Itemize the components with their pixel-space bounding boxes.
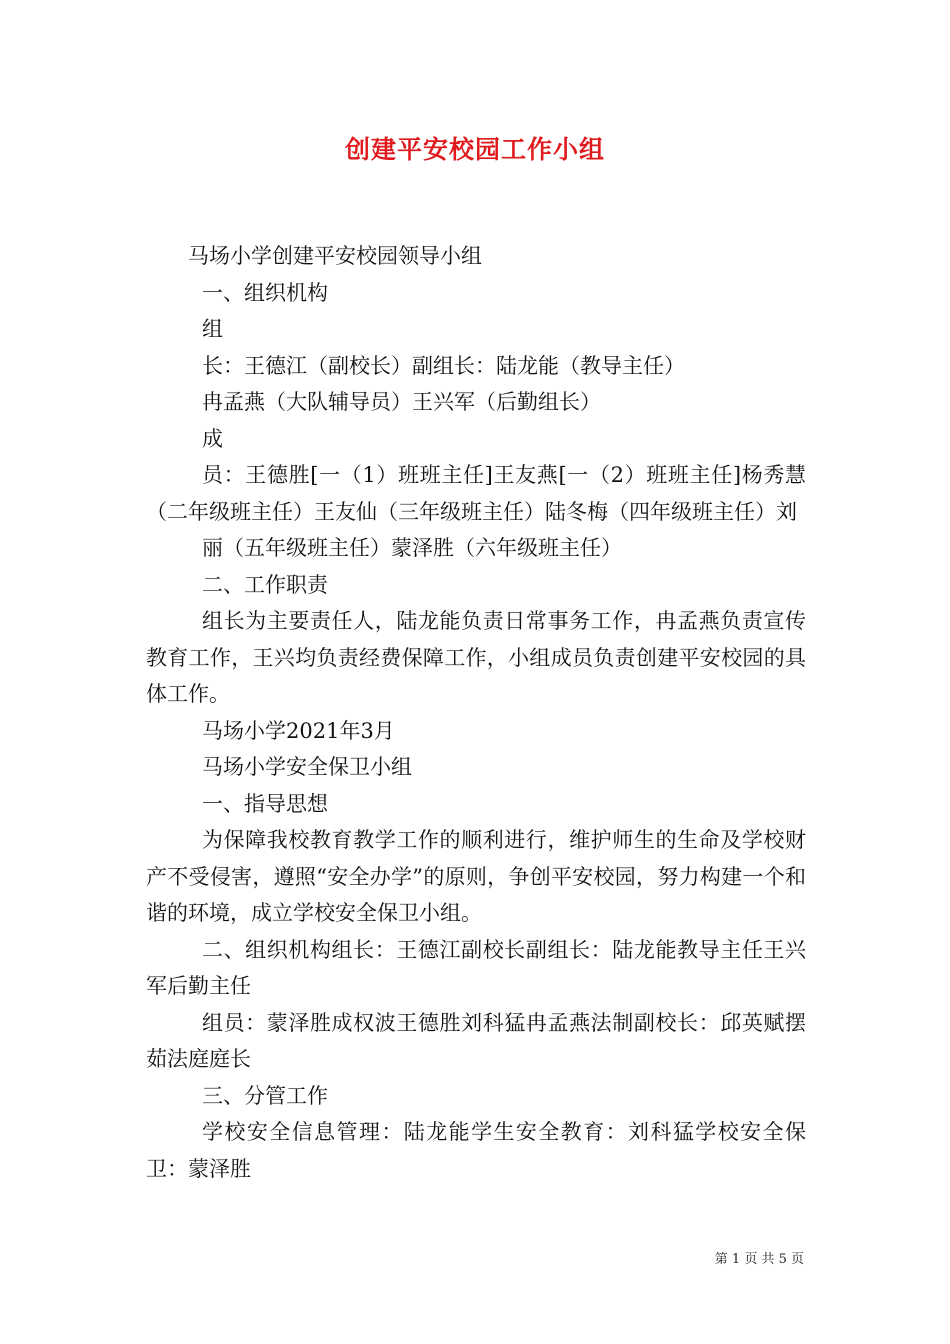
- paragraph: 组员：蒙泽胜成权波王德胜刘科猛冉孟燕法制副校长：邱英赋摆茹法庭庭长: [146, 1010, 806, 1071]
- paragraph: 组长为主要责任人，陆龙能负责日常事务工作，冉孟燕负责宣传教育工作，王兴均负责经费保障工作，小组成员负责创建平安校园的具体工作。: [146, 609, 806, 706]
- document-body: [146, 238, 806, 1187]
- paragraph: 马场小学2021年3月: [202, 718, 395, 743]
- paragraph: 学校安全信息管理：陆龙能学生安全教育：刘科猛学校安全保卫：蒙泽胜: [146, 1120, 806, 1181]
- paragraph: 员：王德胜[一（1）班班主任]王友燕[一（2）班班主任]杨秀慧（二年级班主任）王友仙（三年级班主任）陆冬梅（四年级班主任）刘: [146, 463, 806, 524]
- paragraph: 成: [202, 426, 223, 451]
- paragraph: 组: [202, 317, 223, 341]
- paragraph: 二、组织机构组长：王德江副校长副组长：陆龙能教导主任王兴军后勤主任: [146, 937, 806, 998]
- paragraph: 三、分管工作: [202, 1083, 328, 1108]
- page-number-footer: 第 1 页 共 5 页: [714, 1252, 804, 1267]
- paragraph: 冉孟燕（大队辅导员）王兴军（后勤组长）: [202, 390, 601, 414]
- paragraph: 马场小学安全保卫小组: [202, 755, 412, 779]
- paragraph: 二、工作职责: [202, 572, 328, 597]
- paragraph: 长：王德江（副校长）副组长：陆龙能（教导主任）: [202, 353, 685, 378]
- paragraph: 马场小学创建平安校园领导小组: [188, 244, 482, 268]
- document-title: 创建平安校园工作小组: [344, 135, 605, 164]
- paragraph: 一、指导思想: [202, 791, 328, 816]
- paragraph: 丽（五年级班主任）蒙泽胜（六年级班主任）: [202, 536, 622, 560]
- paragraph: 为保障我校教育教学工作的顺利进行，维护师生的生命及学校财产不受侵害，遵照“安全办学”的原则，争创平安校园，努力构建一个和谐的环境，成立学校安全保卫小组。: [146, 828, 806, 925]
- paragraph: 一、组织机构: [202, 280, 328, 305]
